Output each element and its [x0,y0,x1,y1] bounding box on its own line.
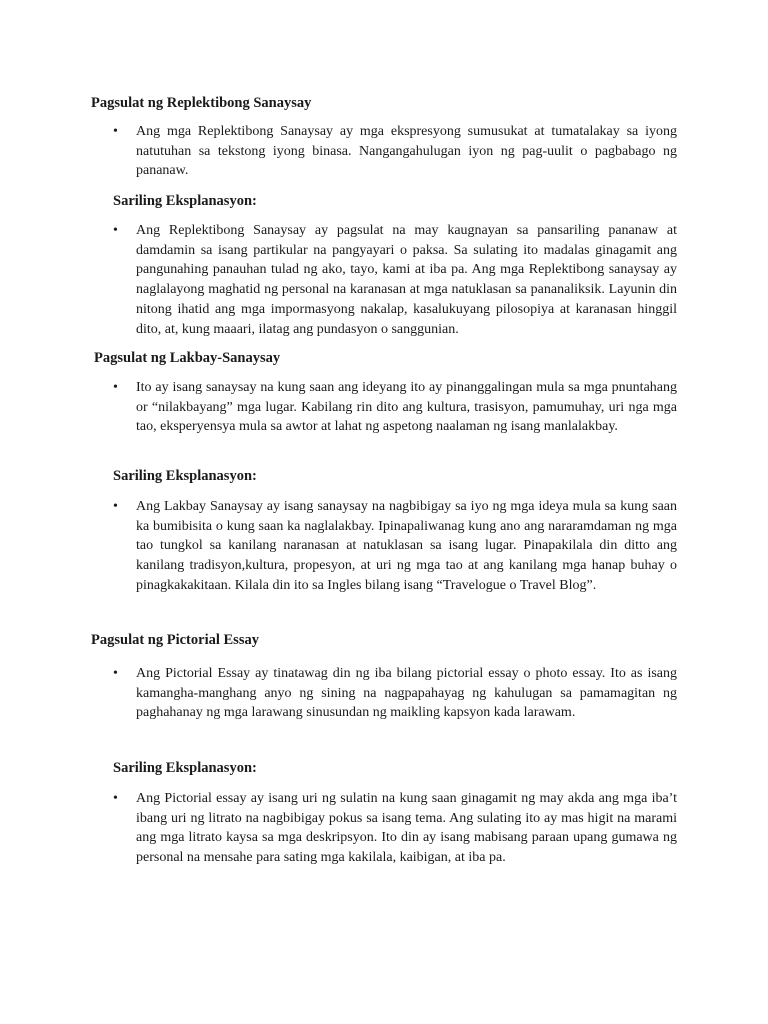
explanation-paragraph: Ang Replektibong Sanaysay ay pagsulat na may kaugnayan sa pansariling pananaw at damdamin sa isang partikular na pangyayari o paksa. Sa sulating ito madalas ginagamit ang pangunahing panauhan tulad ng ako, tayo, kami at iba pa. Ang mga Replektibong sanaysay ay naglalayong maghatid ng personal na karanasan at mga natuklasan sa pananaliksik. Layunin din nitong ihatid ang mga impormasyong nakalap, kasalukuyang pilosopiya at karanasan hinggil dito, at, kung maaari, ilatag ang pundasyon o sanggunian. [136,223,677,337]
explanation-paragraph: Ang Lakbay Sanaysay ay isang sanaysay na nagbibigay sa iyo ng mga ideya mula sa kung saan ka bumibisita o kung saan ka naglalakbay. Ipinapaliwanag kung ano ang nararamdaman ng mga tao tungkol sa kanilang naranasan at natuklasan sa isang lugar. Pinapakilala din ditto ang kanilang tradisyon,kultura, propesyon, at uri ng mga tao at ang kanilang mga hanap buhay o pinagkakakitaan. Kilala din ito sa Ingles bilang isang “Travelogue o Travel Blog”. [136,499,677,593]
bullet-icon: • [113,791,118,806]
definition-paragraph: Ang mga Replektibong Sanaysay ay mga ekspresyong sumusukat at tumatalakay sa iyong natutuhan sa tekstong iyong binasa. Nangangahulugan iyon ng pag-uulit o pagbabago ng pananaw. [136,124,677,179]
bullet-icon: • [113,124,118,139]
section-heading: Pagsulat ng Lakbay-Sanaysay [94,350,281,366]
explanation-label: Sariling Eksplanasyon: [113,193,257,209]
explanation-label: Sariling Eksplanasyon: [113,468,257,484]
explanation-label: Sariling Eksplanasyon: [113,760,257,776]
section-heading: Pagsulat ng Pictorial Essay [91,632,259,648]
bullet-icon: • [113,666,118,681]
definition-paragraph: Ito ay isang sanaysay na kung saan ang ideyang ito ay pinanggalingan mula sa mga pnuntahang or “nilakbayang” mga lugar. Kabilang rin dito ang kultura, trasisyon, pamumuhay, uri nga mga tao, eksperyensya mula sa awtor at lahat ng aspetong naalaman ng isang manlalakbay. [136,380,677,435]
section-heading: Pagsulat ng Replektibong Sanaysay [91,95,312,111]
bullet-icon: • [113,380,118,395]
explanation-paragraph: Ang Pictorial essay ay isang uri ng sulatin na kung saan ginagamit ng may akda ang mga iba’t ibang uri ng litrato na nagbibigay pokus sa isang tema. Ang sulating ito ay mas higit na marami ang mga litrato kaysa sa mga deskripsyon. Ito din ay isang mabisang paraan upang gumawa ng personal na mensahe para sating mga kakilala, kaibigan, at iba pa. [136,791,677,866]
definition-paragraph: Ang Pictorial Essay ay tinatawag din ng iba bilang pictorial essay o photo essay. Ito as isang kamangha-manghang anyo ng sining na nagpapahayag ng kahulugan sa pamamagitan ng paghahanay ng mga larawang sinusundan ng maikling kapsyon kada larawam. [136,666,677,721]
bullet-icon: • [113,223,118,238]
bullet-icon: • [113,499,118,514]
